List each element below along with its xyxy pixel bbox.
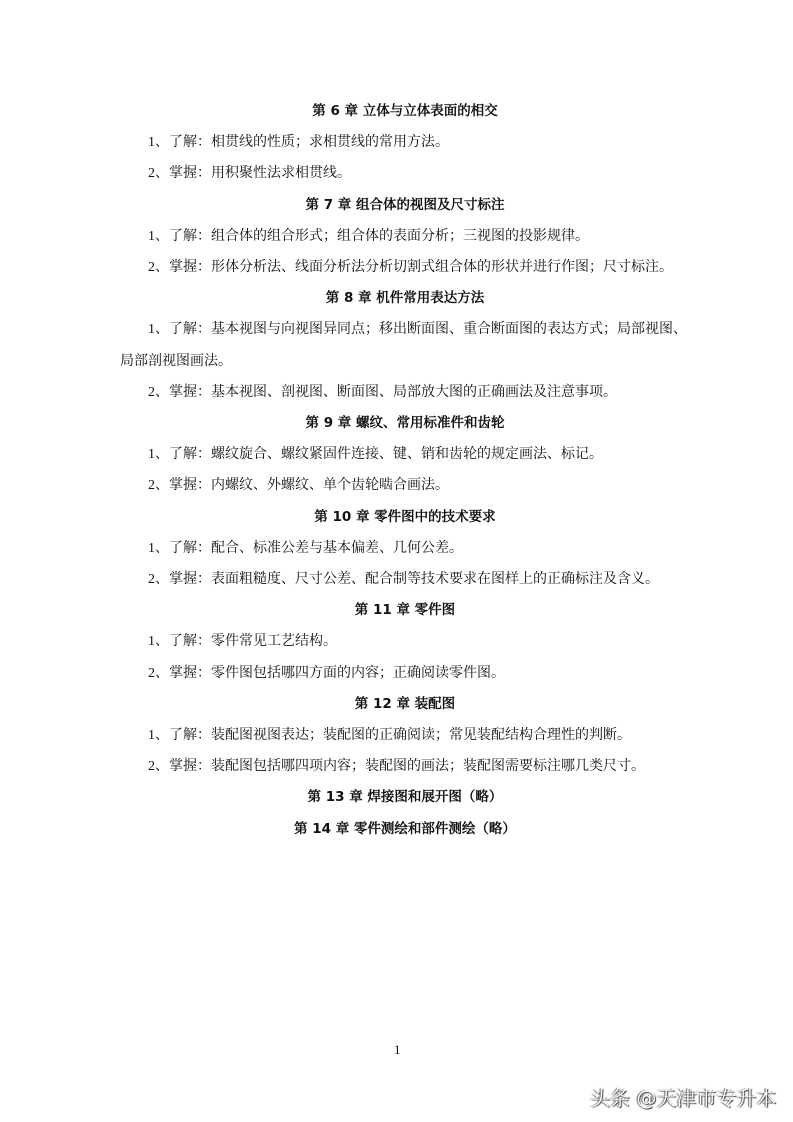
chapter-heading: 第 7 章 组合体的视图及尺寸标注: [305, 196, 505, 213]
paragraph: 1、了解：组合体的组合形式；组合体的表面分析；三视图的投影规律。: [148, 228, 589, 244]
paragraph: 2、掌握：基本视图、剖视图、断面图、局部放大图的正确画法及注意事项。: [148, 384, 617, 400]
chapter-heading: 第 8 章 机件常用表达方法: [325, 290, 485, 307]
paragraph: 2、掌握：用积聚性法求相贯线。: [148, 166, 351, 182]
paragraph: 1、了解：基本视图与向视图异同点；移出断面图、重合断面图的表达方式；局部视图、局部剖视图画法。: [120, 322, 687, 369]
chapter-heading: 第 9 章 螺纹、常用标准件和齿轮: [305, 415, 505, 432]
paragraph: 1、了解：零件常见工艺结构。: [148, 634, 337, 650]
paragraph: 1、了解：装配图视图表达；装配图的正确阅读；常见装配结构合理性的判断。: [148, 728, 631, 744]
paragraph: 1、了解：螺纹旋合、螺纹紧固件连接、键、销和齿轮的规定画法、标记。: [148, 447, 603, 463]
chapter-heading: 第 12 章 装配图: [354, 695, 456, 712]
chapter-heading: 第 14 章 零件测绘和部件测绘（略）: [294, 820, 516, 837]
paragraph: 2、掌握：装配图包括哪四项内容；装配图的画法；装配图需要标注哪几类尺寸。: [148, 759, 645, 775]
paragraph: 2、掌握：零件图包括哪四方面的内容；正确阅读零件图。: [148, 665, 505, 681]
page-number: 1: [394, 1042, 401, 1057]
paragraph: 2、掌握：形体分析法、线面分析法分析切割式组合体的形状并进行作图；尺寸标注。: [148, 260, 673, 276]
paragraph: 1、了解：相贯线的性质；求相贯线的常用方法。: [148, 135, 449, 151]
chapter-heading: 第 10 章 零件图中的技术要求: [314, 508, 496, 525]
chapter-heading: 第 6 章 立体与立体表面的相交: [312, 103, 498, 119]
paragraph: 1、了解：配合、标准公差与基本偏差、几何公差。: [148, 540, 463, 556]
chapter-heading: 第 13 章 焊接图和展开图（略）: [307, 789, 503, 806]
paragraph: 2、掌握：表面粗糙度、尺寸公差、配合制等技术要求在图样上的正确标注及含义。: [148, 572, 659, 588]
chapter-heading: 第 11 章 零件图: [354, 602, 456, 619]
watermark: 头条 @天津市专升本: [590, 1086, 777, 1110]
document-body: [120, 96, 690, 845]
paragraph: 2、掌握：内螺纹、外螺纹、单个齿轮啮合画法。: [148, 478, 449, 494]
